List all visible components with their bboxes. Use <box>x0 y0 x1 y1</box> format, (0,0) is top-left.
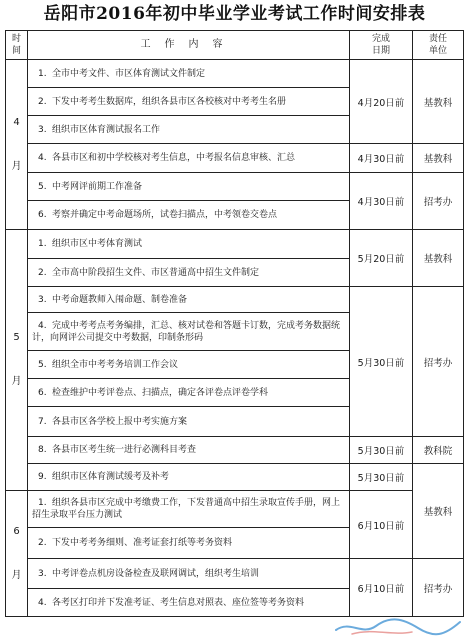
month-april: 4 月 <box>6 60 28 230</box>
due-date: 4月30日前 <box>350 144 413 173</box>
task-jun-3: 3. 中考评卷点机房设备检查及联网调试，组织考生培训 <box>28 559 350 589</box>
task-jun-4: 4. 各考区打印并下发准考证、考生信息对照表、座位签等考务资料 <box>28 589 350 617</box>
responsible-unit: 招考办 <box>413 559 464 617</box>
task-apr-1: 1. 全市中考文件、市区体育测试文件制定 <box>28 60 350 88</box>
due-date: 5月30日前 <box>350 437 413 464</box>
responsible-unit: 基教科 <box>413 464 464 559</box>
task-may-5: 5. 组织全市中考考务培训工作会议 <box>28 351 350 379</box>
header-time: 时 间 <box>6 31 28 60</box>
schedule-table <box>5 30 464 617</box>
watermark-scribble <box>332 614 466 638</box>
month-may: 5 月 <box>6 230 28 491</box>
task-apr-6: 6. 考察并确定中考命题场所，试卷扫描点，中考领卷交卷点 <box>28 201 350 230</box>
table-row <box>6 464 464 491</box>
task-apr-2: 2. 下发中考考生数据库，组织各县市区各校核对中考考生名册 <box>28 88 350 116</box>
responsible-unit: 招考办 <box>413 287 464 437</box>
task-apr-5: 5. 中考网评前期工作准备 <box>28 173 350 201</box>
header-due-date: 完成 日期 <box>350 31 413 60</box>
responsible-unit: 基教科 <box>413 60 464 144</box>
due-date: 4月20日前 <box>350 60 413 144</box>
task-may-2: 2. 全市高中阶段招生文件、市区普通高中招生文件制定 <box>28 259 350 287</box>
task-may-3: 3. 中考命题教师入闱命题、制卷准备 <box>28 287 350 313</box>
due-date: 6月10日前 <box>350 559 413 617</box>
document-title: 岳阳市2016年初中毕业学业考试工作时间安排表 <box>43 4 426 24</box>
task-may-1: 1. 组织市区中考体育测试 <box>28 230 350 259</box>
table-row <box>6 230 464 259</box>
due-date: 6月10日前 <box>350 491 413 559</box>
task-may-8: 8. 各县市区考生统一进行必测科目考查 <box>28 437 350 464</box>
responsible-unit: 招考办 <box>413 173 464 230</box>
header-row <box>6 31 464 60</box>
due-date: 5月30日前 <box>350 464 413 491</box>
task-may-4: 4. 完成中考考点考务编排，汇总、核对试卷和答题卡订数，完成考务数据统计，向网评公司提交中考数据，印制条形码 <box>28 313 350 351</box>
header-responsible-unit: 责任 单位 <box>413 31 464 60</box>
responsible-unit: 教科院 <box>413 437 464 464</box>
responsible-unit: 基教科 <box>413 230 464 287</box>
header-content: 工作内容 <box>28 31 350 60</box>
table-row <box>6 559 464 589</box>
task-apr-4: 4. 各县市区和初中学校核对考生信息，中考报名信息审核、汇总 <box>28 144 350 173</box>
table-row <box>6 144 464 173</box>
due-date: 5月20日前 <box>350 230 413 287</box>
table-row <box>6 173 464 201</box>
task-apr-3: 3. 组织市区体育测试报名工作 <box>28 116 350 144</box>
task-jun-2: 2. 下发中考考务细则、准考证套打纸等考务资料 <box>28 528 350 559</box>
table-row <box>6 287 464 313</box>
due-date: 4月30日前 <box>350 173 413 230</box>
table-row <box>6 491 464 528</box>
task-jun-1: 1. 组织各县市区完成中考缴费工作，下发普通高中招生录取宣传手册，网上招生录取平台压力测试 <box>28 491 350 528</box>
month-june: 6 月 <box>6 491 28 617</box>
task-may-6: 6. 检查维护中考评卷点、扫描点，确定各评卷点评卷学科 <box>28 379 350 407</box>
due-date: 5月30日前 <box>350 287 413 437</box>
task-may-9: 9. 组织市区体育测试缓考及补考 <box>28 464 350 491</box>
responsible-unit: 基教科 <box>413 144 464 173</box>
table-row <box>6 60 464 88</box>
table-row <box>6 437 464 464</box>
task-may-7: 7. 各县市区各学校上报中考实施方案 <box>28 407 350 437</box>
